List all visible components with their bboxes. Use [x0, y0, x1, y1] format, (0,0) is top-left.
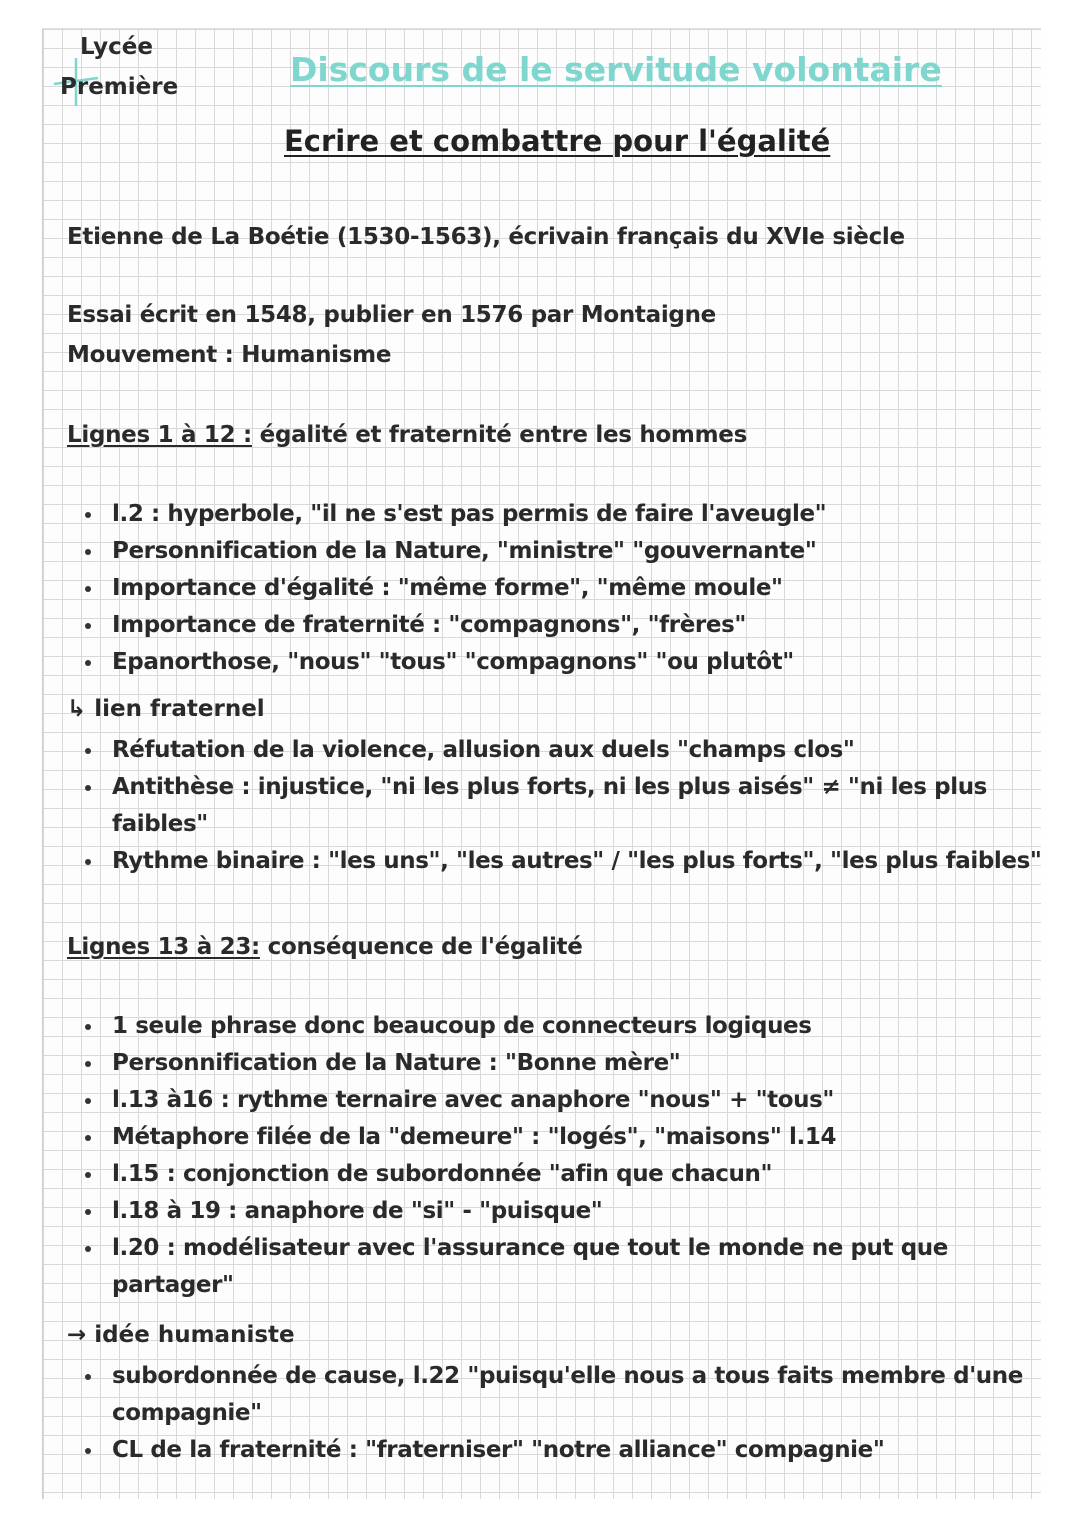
- list-item-text-cont: partager": [112, 1272, 234, 1298]
- list-item: [80, 1045, 948, 1082]
- page-subtitle: Ecrire et combattre pour l'égalité: [284, 124, 831, 158]
- section1-header: [67, 422, 747, 448]
- section2-sub-label: → idée humaniste: [67, 1322, 295, 1348]
- list-item: Importance d'égalité : "même forme", "même moule": [80, 570, 826, 607]
- essay-line: Essai écrit en 1548, publier en 1576 par Montaigne: [67, 302, 716, 328]
- list-item-text-cont: compagnie": [112, 1400, 262, 1426]
- section1-list-b: [80, 732, 1041, 880]
- list-item: [80, 843, 1041, 880]
- section2-heading: Lignes 13 à 23:: [67, 934, 260, 960]
- list-item-text: Rythme binaire : "les uns", "les autres" / "les plus forts", "les plus faibles": [112, 848, 1042, 874]
- list-item-text: subordonnée de cause, l.22 "puisqu'elle nous a tous faits membre d'une: [112, 1363, 1023, 1389]
- list-item-text: Antithèse : injustice, "ni les plus forts, ni les plus aisés" ≠ "ni les plus: [112, 774, 987, 800]
- section2-list-a: [80, 1008, 948, 1304]
- list-item-text: Personnification de la Nature : "Bonne mère": [112, 1050, 681, 1076]
- author-line: Etienne de La Boétie (1530-1563), écrivain français du XVIe siècle: [67, 224, 905, 250]
- list-item: Importance de fraternité : "compagnons", "frères": [80, 607, 826, 644]
- section1-sub-label: ↳ lien fraternel: [67, 696, 265, 722]
- list-item: l.2 : hyperbole, "il ne s'est pas permis de faire l'aveugle": [80, 496, 826, 533]
- list-item: Epanorthose, "nous" "tous" "compagnons" "ou plutôt": [80, 644, 826, 681]
- list-item: [80, 732, 1041, 769]
- list-item-text: 1 seule phrase donc beaucoup de connecteurs logiques: [112, 1013, 812, 1039]
- list-item: [80, 1358, 1023, 1432]
- list-item: [80, 1193, 948, 1230]
- grade-label: Première: [60, 74, 179, 100]
- list-item: [80, 1008, 948, 1045]
- section2-text: conséquence de l'égalité: [259, 934, 583, 960]
- section2-header: [67, 934, 583, 960]
- section1-text: égalité et fraternité entre les hommes: [251, 422, 747, 448]
- list-item-text: l.20 : modélisateur avec l'assurance que tout le monde ne put que: [112, 1235, 948, 1261]
- list-item: [80, 1156, 948, 1193]
- list-item-text: l.13 à16 : rythme ternaire avec anaphore "nous" + "tous": [112, 1087, 834, 1113]
- list-item-text: l.15 : conjonction de subordonnée "afin que chacun": [112, 1161, 773, 1187]
- section1-list-a: [80, 496, 826, 681]
- class-label: [60, 34, 190, 114]
- list-item-text: Réfutation de la violence, allusion aux duels "champs clos": [112, 737, 855, 763]
- movement-line: Mouvement : Humanisme: [67, 342, 392, 368]
- level-label: Lycée: [80, 34, 153, 60]
- list-item-text: CL de la fraternité : "fraterniser" "notre alliance" compagnie": [112, 1437, 885, 1463]
- page-title: Discours de le servitude volontaire: [290, 50, 942, 89]
- list-item: [80, 1432, 1023, 1469]
- list-item: [80, 1082, 948, 1119]
- section2-list-b: [80, 1358, 1023, 1469]
- list-item-text: l.18 à 19 : anaphore de "si" - "puisque": [112, 1198, 603, 1224]
- section1-heading: Lignes 1 à 12 :: [67, 422, 252, 448]
- list-item: [80, 1119, 948, 1156]
- list-item: [80, 1230, 948, 1304]
- list-item-text-cont: faibles": [112, 811, 208, 837]
- list-item-text: Métaphore filée de la "demeure" : "logés", "maisons" l.14: [112, 1124, 837, 1150]
- list-item: Personnification de la Nature, "ministre" "gouvernante": [80, 533, 826, 570]
- list-item: [80, 769, 1041, 843]
